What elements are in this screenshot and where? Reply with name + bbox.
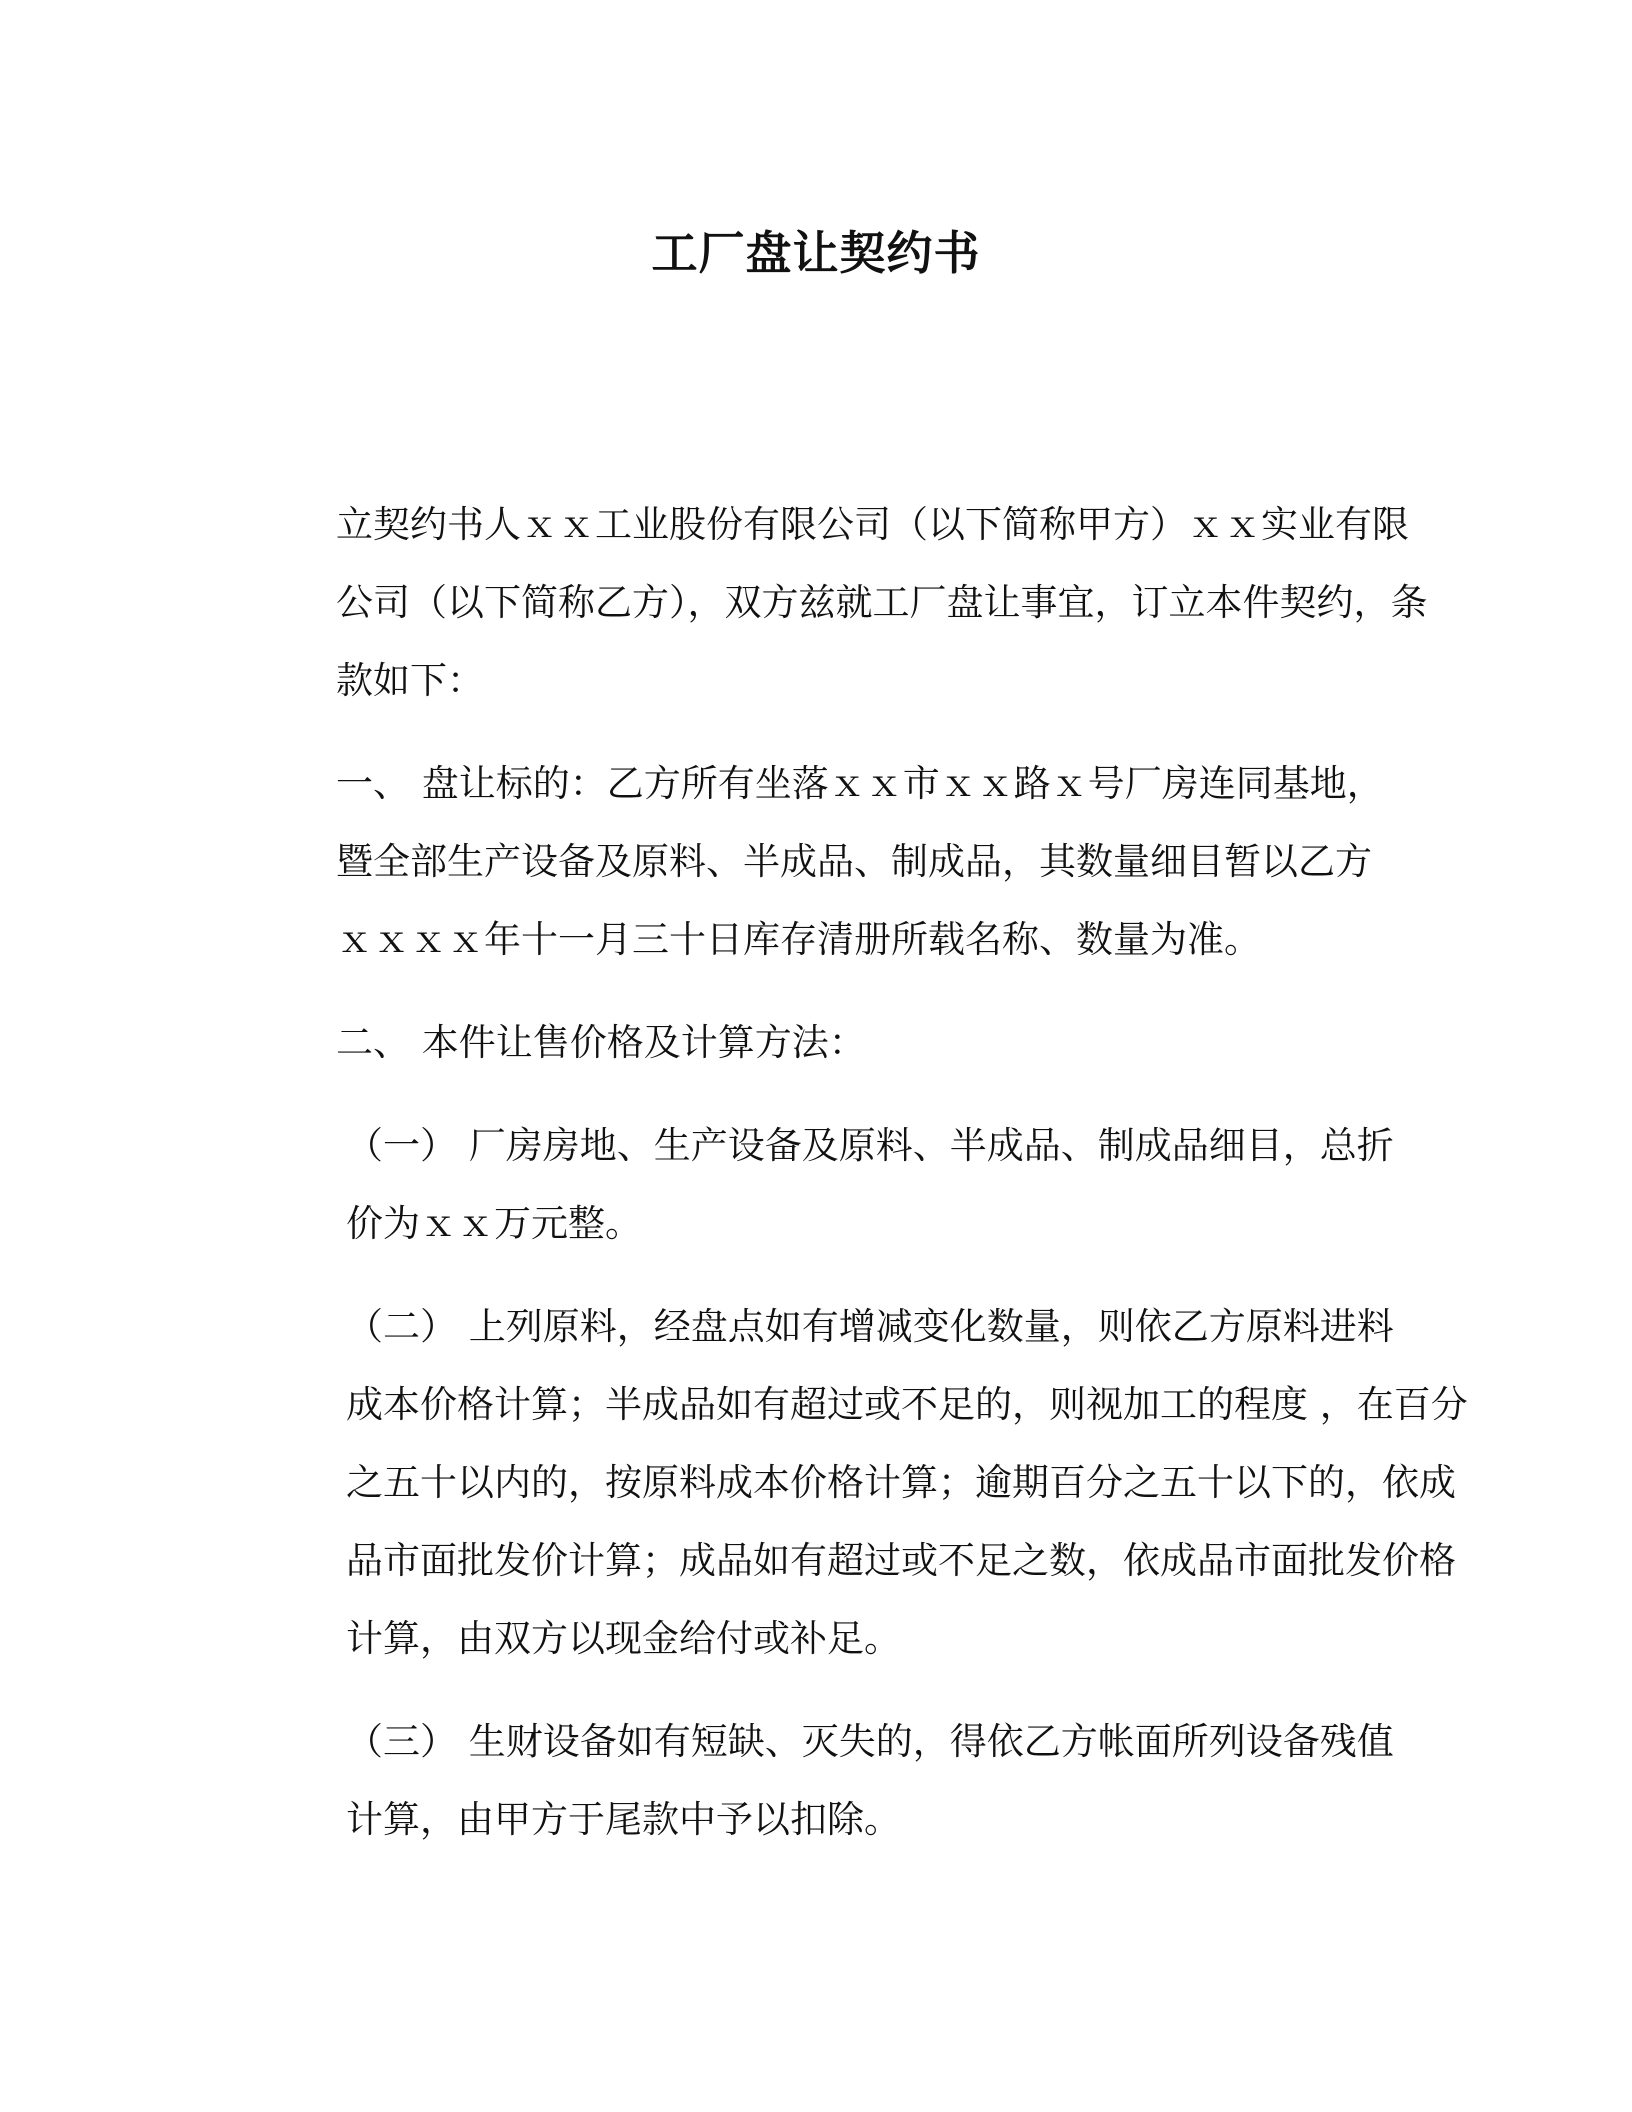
text-line: （三） 生财设备如有短缺、灭失的，得依乙方帐面所列设备残值 [346, 1720, 1394, 1763]
paragraph-subclause-3 [240, 1703, 1392, 1859]
text-line: ｘｘｘｘ年十一月三十日库存清册所载名称、数量为准。 [336, 918, 1261, 961]
paragraph-subclause-1 [240, 1107, 1392, 1263]
paragraph-clause-1 [240, 745, 1392, 979]
text-line: 立契约书人ｘｘ工业股份有限公司（以下简称甲方）ｘｘ实业有限 [336, 503, 1409, 546]
text-line: 计算，由甲方于尾款中予以扣除。 [346, 1798, 901, 1841]
text-line: 价为ｘｘ万元整。 [346, 1202, 642, 1245]
text-line: 暨全部生产设备及原料、半成品、制成品，其数量细目暂以乙方 [336, 840, 1372, 883]
document-title: 工厂盘让契约书 [651, 226, 981, 280]
document-body [240, 486, 1468, 1884]
paragraph-subclause-2 [240, 1288, 1468, 1678]
text-line: （二） 上列原料，经盘点如有增减变化数量，则依乙方原料进料 [346, 1305, 1394, 1348]
text-line: 二、 本件让售价格及计算方法： [336, 1021, 866, 1064]
text-line: 之五十以内的，按原料成本价格计算；逾期百分之五十以下的，依成 [346, 1461, 1456, 1504]
text-line: 计算，由双方以现金给付或补足。 [346, 1617, 901, 1660]
text-line: 款如下： [336, 659, 484, 702]
text-line: （一） 厂房房地、生产设备及原料、半成品、制成品细目，总折 [346, 1124, 1394, 1167]
text-line: 一、 盘让标的：乙方所有坐落ｘｘ市ｘｘ路ｘ号厂房连同基地， [336, 762, 1384, 805]
text-line: 品市面批发价计算；成品如有超过或不足之数，依成品市面批发价格 [346, 1539, 1456, 1582]
text-line: 成本价格计算；半成品如有超过或不足的，则视加工的程度 ，在百分 [346, 1383, 1468, 1426]
paragraph-preamble [240, 486, 1428, 720]
text-line: 公司（以下简称乙方），双方兹就工厂盘让事宜，订立本件契约，条 [336, 581, 1428, 624]
paragraph-clause-2 [240, 1004, 1392, 1082]
